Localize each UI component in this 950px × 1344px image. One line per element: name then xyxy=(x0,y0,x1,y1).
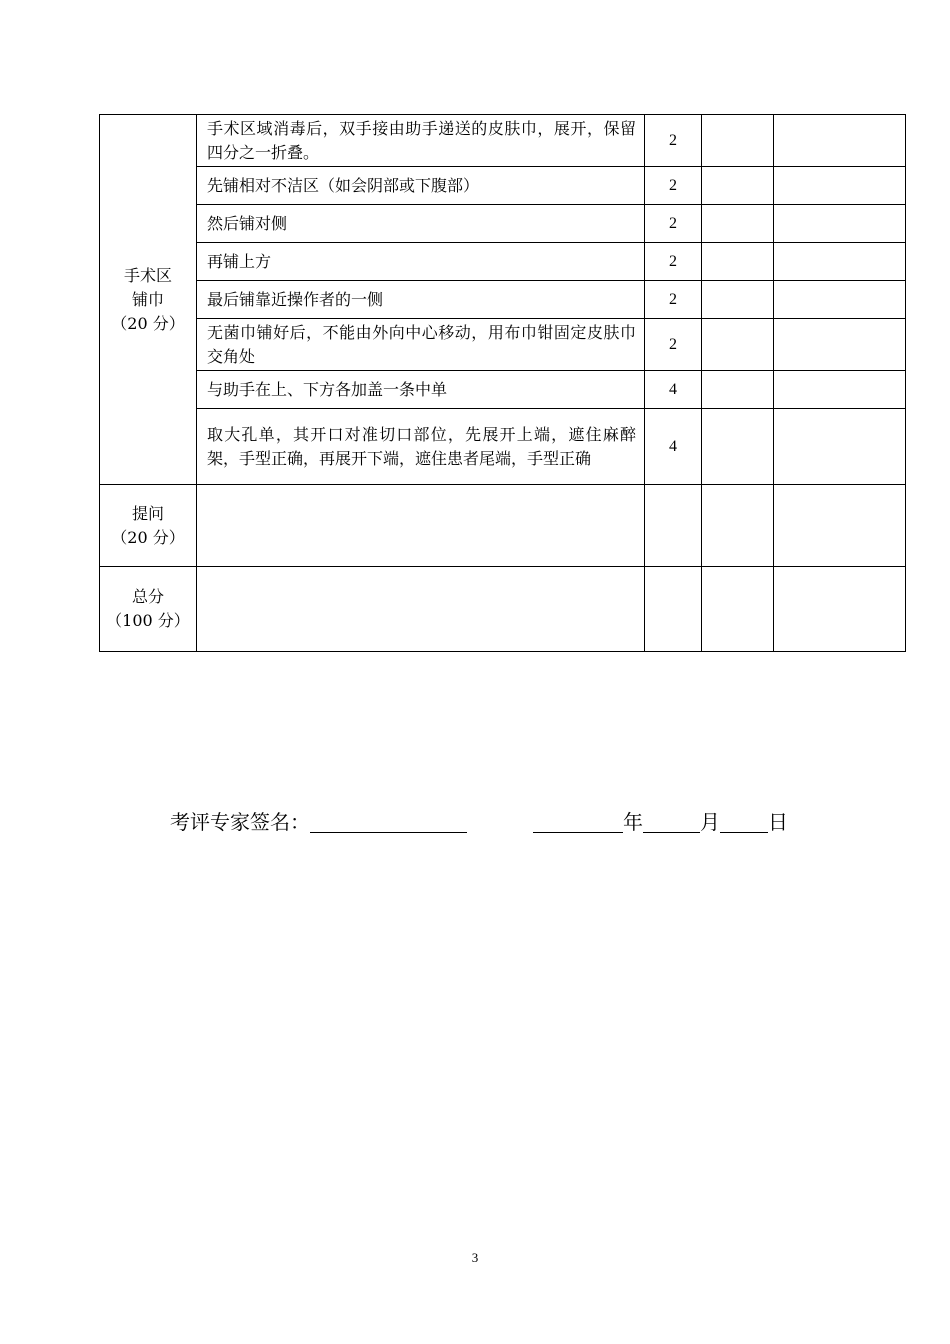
remark-cell xyxy=(774,409,906,485)
table-row xyxy=(100,371,906,409)
signature-line xyxy=(170,806,788,835)
signature-blank xyxy=(310,808,467,833)
item-text xyxy=(197,567,645,652)
score-cell xyxy=(702,371,774,409)
category-line: 手术区 xyxy=(123,265,172,285)
category-cell xyxy=(100,485,197,567)
day-blank xyxy=(720,808,768,833)
scoring-table xyxy=(99,114,906,652)
item-points: 4 xyxy=(645,371,702,409)
item-points: 2 xyxy=(645,205,702,243)
month-label: 月 xyxy=(700,810,720,834)
category-line: （20 分） xyxy=(111,313,185,333)
category-line: （100 分） xyxy=(106,611,190,630)
item-points: 2 xyxy=(645,319,702,371)
item-points: 2 xyxy=(645,243,702,281)
item-text: 与助手在上、下方各加盖一条中单 xyxy=(197,371,645,409)
table-row xyxy=(100,485,906,567)
score-cell xyxy=(702,243,774,281)
year-blank xyxy=(533,808,623,833)
category-line: （20 分） xyxy=(111,527,185,547)
year-label: 年 xyxy=(623,810,643,834)
item-points: 2 xyxy=(645,115,702,167)
table-row xyxy=(100,243,906,281)
remark-cell xyxy=(774,205,906,243)
table-row xyxy=(100,281,906,319)
score-cell xyxy=(702,319,774,371)
page-number: 3 xyxy=(471,1250,479,1265)
item-points: 4 xyxy=(645,409,702,485)
signature-label: 考评专家签名： xyxy=(170,810,310,834)
remark-cell xyxy=(774,485,906,567)
category-cell xyxy=(100,567,197,652)
item-text: 无菌巾铺好后，不能由外向中心移动，用布巾钳固定皮肤巾交角处 xyxy=(197,319,645,371)
table-row xyxy=(100,409,906,485)
category-cell xyxy=(100,115,197,485)
score-cell xyxy=(702,281,774,319)
table-row xyxy=(100,205,906,243)
remark-cell xyxy=(774,243,906,281)
category-line: 铺巾 xyxy=(131,289,164,309)
item-text: 最后铺靠近操作者的一侧 xyxy=(197,281,645,319)
item-text: 然后铺对侧 xyxy=(197,205,645,243)
score-cell xyxy=(702,115,774,167)
item-text: 再铺上方 xyxy=(197,243,645,281)
remark-cell xyxy=(774,319,906,371)
table-row xyxy=(100,567,906,652)
table-row xyxy=(100,319,906,371)
item-text: 手术区域消毒后，双手接由助手递送的皮肤巾，展开，保留四分之一折叠。 xyxy=(197,115,645,167)
score-cell xyxy=(702,485,774,567)
item-text: 先铺相对不洁区（如会阴部或下腹部） xyxy=(197,167,645,205)
remark-cell xyxy=(774,371,906,409)
item-points xyxy=(645,567,702,652)
remark-cell xyxy=(774,115,906,167)
item-points: 2 xyxy=(645,281,702,319)
item-text: 取大孔单，其开口对准切口部位，先展开上端，遮住麻醉架，手型正确，再展开下端，遮住患者尾端，手型正确 xyxy=(197,409,645,485)
month-blank xyxy=(643,808,700,833)
score-cell xyxy=(702,567,774,652)
score-cell xyxy=(702,205,774,243)
category-line: 提问 xyxy=(131,503,164,523)
day-label: 日 xyxy=(768,810,788,834)
remark-cell xyxy=(774,567,906,652)
category-line: 总分 xyxy=(131,587,164,606)
score-cell xyxy=(702,167,774,205)
score-cell xyxy=(702,409,774,485)
remark-cell xyxy=(774,167,906,205)
table-row xyxy=(100,115,906,167)
table-row xyxy=(100,167,906,205)
item-points xyxy=(645,485,702,567)
remark-cell xyxy=(774,281,906,319)
item-text xyxy=(197,485,645,567)
item-points: 2 xyxy=(645,167,702,205)
